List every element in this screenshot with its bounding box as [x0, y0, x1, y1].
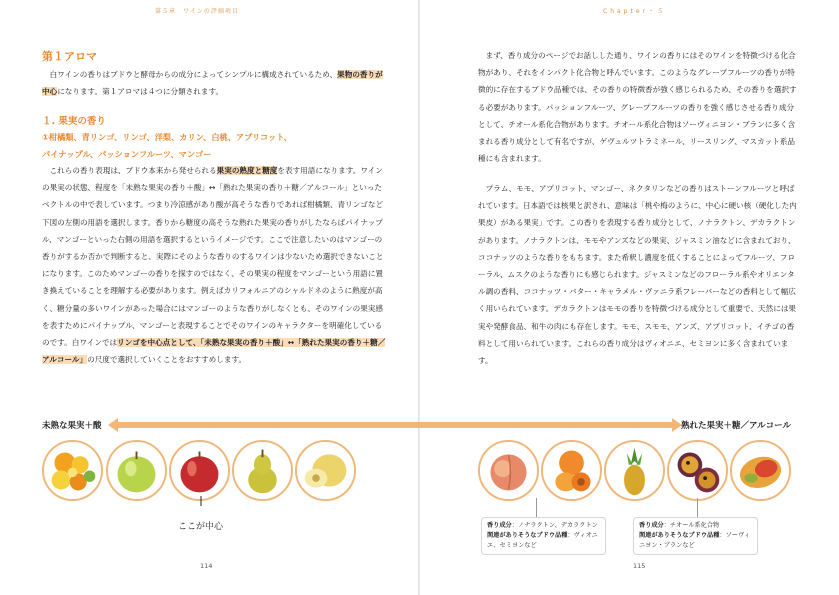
- left-page: [0, 0, 419, 595]
- body-run-2: を表す用語になります。ワインの果実の状態、程度を「未熟な果実の香り＋酸」↔「熟れた果実の香り＋糖／アルコール」といったベクトルの中で表しています。つまり冷涼感があり酸が高そうな香りであれば柑橘類、青リンゴなど下図の左側の用語を選択します。香りから糖度の高そうな熟れた果実の香りがしたならばパイナップル、マンゴーといった右側の用語を選択するというイメージです。ここで注意したいのはマンゴーの香りがするか否かで判断すると、実際にそのような香りのするワインは少ないため選択できないことになります。このためマンゴーの香りを探すのではなく、その果実の程度をマンゴーという用語に置き換えていることを理解する必要があります。例えばカリフォルニアのシャルドネのように熟度が高く、糖分量の多いワインがあった場合にはマンゴーのような香りがしなくとも、そのワインの果実感を表すためにパイナップル、マンゴーと表現することでそのワインのキャラクターを明確化しているのです。白ワインでは: [42, 166, 384, 348]
- callout-2-value-1: ：チオール系化合物: [663, 522, 720, 529]
- scale-right-label: 熟れた果実＋糖／アルコール: [681, 421, 791, 431]
- fruit-pineapple-image: [604, 440, 665, 501]
- body-run-1: 果実の熟度と糖度: [216, 166, 278, 175]
- center-label: ここが中心: [178, 522, 224, 532]
- callout-stone-fruit: [481, 517, 606, 555]
- callout-connector-2: [697, 498, 698, 517]
- callout-thiol: [633, 517, 758, 555]
- callout-2-value-2: ：ソーヴィニヨン・ブランなど: [639, 532, 751, 549]
- body-run-4: の尺度で選択していくことをおすすめします。: [87, 355, 247, 365]
- page-number-left: 114: [200, 562, 213, 570]
- fruit-mango-image: [730, 440, 791, 501]
- callout-2-key-1: 香り成分: [639, 522, 664, 529]
- fruit-red-apple-image: [169, 440, 230, 501]
- right-paragraph-1: まず、香り成分のページでお話しした通り、ワインの香りにはそのワインを特徴づける化合物があり、それをインパクト化合物と呼んでいます。このようなグレープフルーツの香りが特徴的に存在するブドウ品種では、その香りの特徴香が強く感じられるため、その香りを選択する必要があります。パッションフルーツ、グレープフルーツの香りを強く感じさせる香り成分として、チオール系化合物があります。チオール系化合物はソーヴィニヨン・ブランに多く含まれる香り成分として有名ですが、ゲヴュルツトラミネール、リースリング、マスカット系品種にも含まれます。: [478, 51, 797, 164]
- page-number-right: 115: [633, 562, 646, 570]
- fruit-quince-image: [295, 440, 356, 501]
- fruit-passion-fruit-image: [667, 440, 728, 501]
- running-header-right: Chapter・５: [603, 8, 666, 15]
- fruit-green-apple-image: [106, 440, 167, 501]
- fruit-pear-image: [232, 440, 293, 501]
- body-run-0: これらの香り表現は、ブドウ本来から発せられる: [42, 166, 217, 175]
- fruit-term-list-line-2: パイナップル、パッションフルーツ、マンゴー: [42, 149, 212, 159]
- right-page: [420, 0, 839, 595]
- callout-1-key-1: 香り成分: [487, 522, 512, 529]
- intro-run-1: るため、: [307, 70, 338, 79]
- callout-1-value-1: ：ノナラクトン、デカラクトン: [511, 522, 598, 529]
- scale-left-label: 未熟な果実＋酸: [42, 421, 102, 431]
- intro-run-0: 白ワインの香りはブドウと酵母からの成分によってシンプルに構成されてい: [42, 70, 308, 79]
- fruit-apricot-image: [541, 440, 602, 501]
- intro-run-3: になります。第１アロマは４つに分類されます。: [57, 87, 224, 97]
- body-paragraph: [42, 162, 387, 368]
- callout-1-value-2: ：ヴィオニエ、セミヨンなど: [487, 532, 598, 549]
- callout-2-key-2: 関連がありそうなブドウ品種: [639, 532, 720, 539]
- center-pointer-mark: [195, 496, 209, 512]
- fruit-term-list-line-1: ①柑橘類、青リンゴ、リンゴ、洋梨、カリン、白桃、アプリコット、: [42, 132, 292, 142]
- fruit-citrus-image: [42, 440, 103, 501]
- fruit-peach-image: [478, 440, 539, 501]
- right-paragraph-2: プラム、モモ、アプリコット、マンゴー、ネクタリンなどの香りはストーンフルーツと呼ばれています。日本語では核果と訳され、意味は「桃や梅のように、中心に硬い核（硬化した内果皮）がある果実」です。この香りを表現する香り成分として、ノナラクトン、デカラクトンがあります。ノナラクトンは、モモやアンズなどの果実、ジャスミン油などに含まれており、ココナッツのような香りをもちます。また希釈し濃度を低くすることによってフルーツ、フローラル、ムスクのような香りにも感じられます。ジャスミンなどのフローラル系やオリエンタル調の香料、ココナッツ・バター・キャラメル・ヴァニラ系フレーバーなどの香料として幅広く用いられています。デカラクトンはモモの香りを特徴づける成分として重要で、天然には果実や発酵食品、和牛の肉にも存在します。モモ、スモモ、アンズ、アプリコット、イチゴの香料として用いられています。これらの香り成分はヴィオニエ、セミヨンに多く含まれています。: [478, 184, 797, 366]
- body-run-3: リンゴを中心点として、「未熟な果実の香り＋酸」↔「熟れた果実の香り＋糖／アルコール」: [42, 338, 386, 365]
- callout-1-key-2: 関連がありそうなブドウ品種: [487, 532, 568, 539]
- heading-primary-aroma: 第１アロマ: [42, 50, 97, 63]
- callout-connector-1: [536, 498, 537, 517]
- intro-paragraph: [42, 66, 387, 100]
- fruit-term-list: [42, 129, 382, 163]
- scale-arrow: [108, 418, 682, 432]
- section-title-fruit: １. 果実の香り: [42, 116, 106, 127]
- running-header-left: 第５章 ワインの評価項目: [155, 8, 239, 15]
- intro-run-2: 果物の香りが中心: [42, 70, 383, 97]
